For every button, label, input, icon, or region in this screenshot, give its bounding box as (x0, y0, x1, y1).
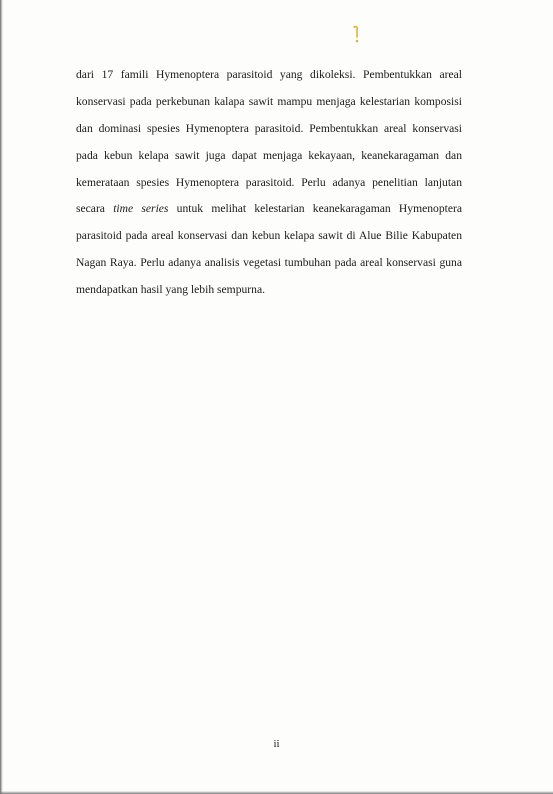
paragraph-line (76, 196, 462, 223)
line-text: secara (76, 202, 114, 216)
body-paragraph (76, 62, 462, 304)
paragraph-line: dan dominasi spesies Hymenoptera parasitoid. Pembentukkan areal konservasi (76, 121, 462, 135)
scan-left-edge (0, 0, 3, 794)
paragraph-line: Nagan Raya. Perlu adanya analisis vegetasi tumbuhan pada areal konservasi guna (76, 256, 462, 270)
ink-mark-icon (352, 24, 360, 46)
paragraph-line: parasitoid pada areal konservasi dan kebun kelapa sawit di Alue Bilie Kabupaten (76, 229, 462, 243)
paragraph-line: mendapatkan hasil yang lebih sempurna. (76, 283, 265, 297)
paragraph-line: kemerataan spesies Hymenoptera parasitoid. Perlu adanya penelitian lanjutan (76, 175, 462, 189)
italic-term: time series (113, 202, 169, 216)
paragraph-line: konservasi pada perkebunan kalapa sawit mampu menjaga kelestarian komposisi (76, 94, 462, 108)
page-number: ii (273, 738, 280, 750)
paragraph-line: dari 17 famili Hymenoptera parasitoid yang dikoleksi. Pembentukkan areal (76, 68, 462, 81)
line-text: untuk melihat kelestarian keanekaragaman Hymenoptera (168, 202, 462, 216)
paragraph-line: pada kebun kelapa sawit juga dapat menjaga kekayaan, keanekaragaman dan (76, 148, 462, 162)
